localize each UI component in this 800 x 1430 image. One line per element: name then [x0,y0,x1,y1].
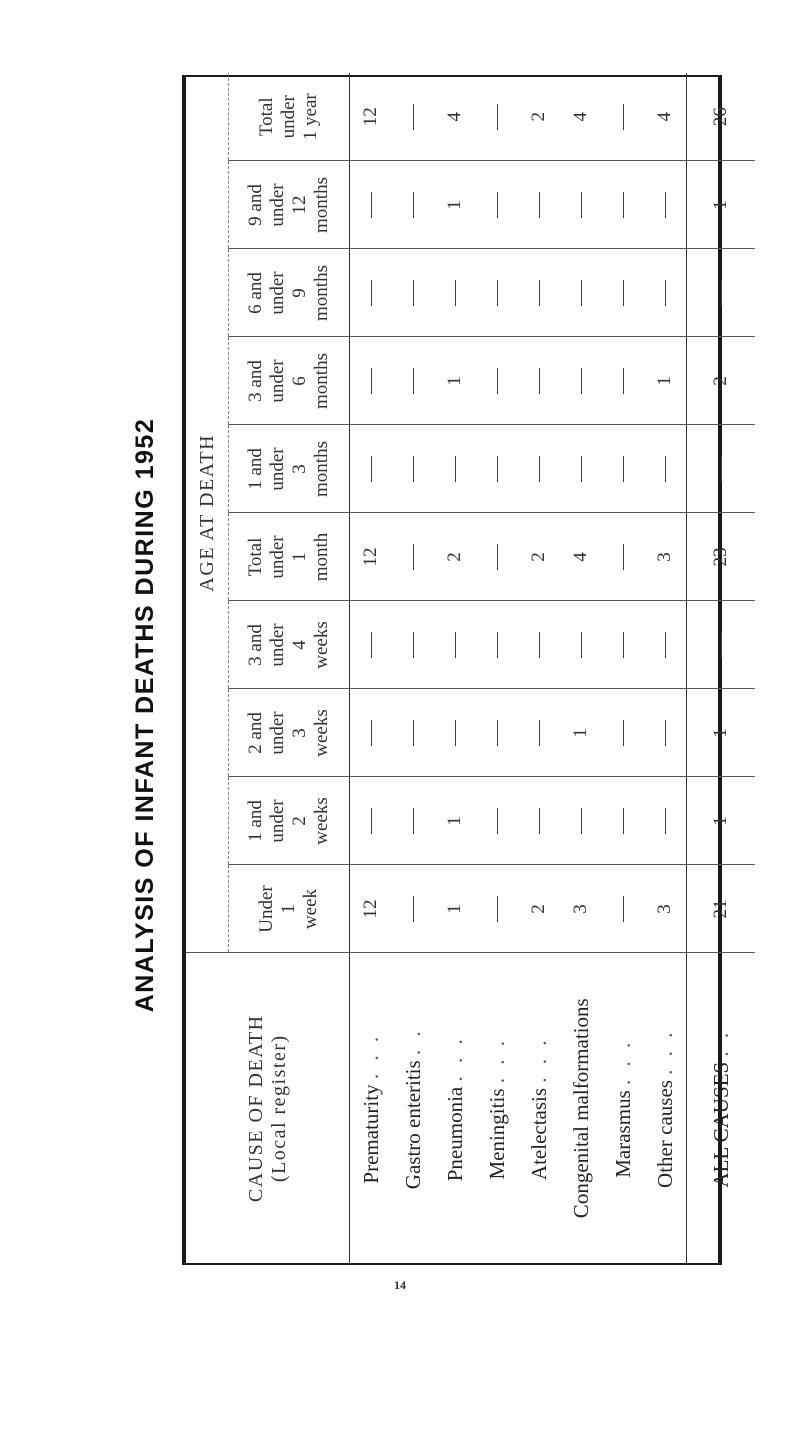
column-header-9-line-2: 1 year [299,93,321,141]
table-row-7 [644,73,687,1263]
table-row-1-cause-label: Gastro enteritis [400,1060,425,1190]
table-row-5-value-2 [560,689,602,777]
table-row-7-value-3 [644,601,687,689]
table-row-2-value-8-text: 1 [444,200,465,210]
table-row-4-value-9 [518,73,560,161]
table-row-1 [392,73,434,1263]
column-header-2 [229,689,350,777]
table-row-1-value-1-nil [413,808,414,834]
column-header-4-line-2: 1 [289,552,310,562]
table-row-1-value-8-nil [413,192,414,218]
table-row-0-value-5-nil [371,456,372,482]
column-header-9-line-1: under [278,95,300,139]
table-row-6-value-9-nil [623,104,624,130]
table-row-3-value-1-nil [497,808,498,834]
table-row-4-value-6 [518,337,560,425]
table-row-5-value-5 [560,425,602,513]
table-row-7-value-1 [644,777,687,865]
table-row-1-value-0 [392,865,434,953]
column-header-1 [229,777,350,865]
table-row-3-value-7-nil [497,280,498,306]
table-row-4-cause [518,953,560,1263]
table-row-4-value-4-text: 2 [528,552,549,562]
infant-deaths-table [182,75,733,1265]
column-header-7-line-2: 9 [289,288,310,298]
table-row-1-value-7 [392,249,434,337]
column-header-3-line-3: weeks [310,621,332,669]
table-row-7-value-9-text: 4 [654,112,675,122]
table-row-1-value-2 [392,689,434,777]
column-header-2-line-0: 2 and [245,712,267,754]
table-row-3-cause-label: Meningitis [484,1088,509,1180]
table-row-7-value-3-nil [665,632,666,658]
table-row-6-value-4-nil [623,544,624,570]
table-row-7-value-9 [644,73,687,161]
total-row-value-2-text: 1 [710,728,731,738]
table-row-3-leader-dots: . . . [484,1037,509,1084]
table-row-0-cause [350,953,393,1263]
total-row-value-9-text: 26 [710,107,731,127]
table-row-7-value-4-text: 3 [654,552,675,562]
table-row-1-value-2-nil [413,720,414,746]
column-header-3-line-2: 4 [289,640,310,650]
total-row-value-1-text: 1 [710,816,731,826]
table-row-4-value-8 [518,161,560,249]
total-row-cause-label: ALL CAUSES [708,1061,733,1188]
table-row-3-value-9-nil [497,104,498,130]
total-row-leader-dots: . . [708,1028,733,1057]
table-row-0-value-3-nil [371,632,372,658]
table-row-0-value-8-nil [371,192,372,218]
table-row-3-value-2-nil [497,720,498,746]
table-row-2-value-3-nil [455,632,456,658]
table-row-3-value-4 [476,513,518,601]
column-header-3-line-0: 3 and [245,624,267,666]
table-row-7-cause-label: Other causes [652,1080,677,1188]
page-number: 14 [394,1278,406,1292]
column-header-8-line-0: 9 and [245,184,267,226]
column-header-8-line-3: months [310,177,332,233]
table-row-5-value-2-text: 1 [570,728,591,738]
table-row-3-value-8 [476,161,518,249]
table-row-6-value-2 [602,689,644,777]
column-header-1-line-3: weeks [310,797,332,845]
table-row-4-value-0 [518,865,560,953]
table-row-3-value-9 [476,73,518,161]
table-row-0-value-6 [350,337,393,425]
column-header-6 [229,337,350,425]
column-header-9 [229,73,350,161]
table-row-3-value-3 [476,601,518,689]
table-row-3-value-0-nil [497,896,498,922]
table-row-2-cause [434,953,476,1263]
table-row-4-value-0-text: 2 [528,904,549,914]
table-row-4-value-2-nil [539,720,540,746]
table-row-5-cause-label: Congenital malformations [568,998,593,1219]
column-header-5-line-1: under [267,447,289,491]
table-row-3-value-8-nil [497,192,498,218]
table-row-6-value-5 [602,425,644,513]
table-row-6-value-7 [602,249,644,337]
table-row-2-value-7-nil [455,280,456,306]
table-row-0-value-1 [350,777,393,865]
table-row-4-value-7 [518,249,560,337]
column-header-3-line-1: under [267,623,289,667]
table-row-5-value-1 [560,777,602,865]
table-row-0-value-8 [350,161,393,249]
table-row-2-value-9 [434,73,476,161]
table-row-3-value-3-nil [497,632,498,658]
table-body [350,73,756,1263]
table-row-6-value-2-nil [623,720,624,746]
table-row-2-value-1-text: 1 [444,816,465,826]
total-row-value-3 [687,601,756,689]
table-row-4 [518,73,560,1263]
table-row-6-value-7-nil [623,280,624,306]
table-row-0-value-6-nil [371,368,372,394]
column-header-5-line-3: months [310,441,332,497]
cause-header-line-2: (Local register) [267,1034,290,1183]
table-row-0-value-9-text: 12 [360,107,381,127]
table-row-7-cause [644,953,687,1263]
table-row-6-value-0-nil [623,896,624,922]
table-row-4-value-2 [518,689,560,777]
table-row-0-value-7 [350,249,393,337]
table-row-5-value-3 [560,601,602,689]
table-row-3-value-5 [476,425,518,513]
table-row-2-value-6 [434,337,476,425]
table-row-5-value-3-nil [581,632,582,658]
table-row-3-value-5-nil [497,456,498,482]
total-row-value-7-nil [721,280,722,306]
table-row-2-leader-dots: . . . [442,1035,467,1082]
table-row-5-value-5-nil [581,456,582,482]
table-row-3-value-6 [476,337,518,425]
column-header-2-line-1: under [267,711,289,755]
table-row-6-value-3 [602,601,644,689]
table-row-2-value-1 [434,777,476,865]
table-row-2-cause-label: Pneumonia [442,1086,467,1182]
table-row-7-value-6 [644,337,687,425]
table-row-7-leader-dots: . . . [652,1028,677,1075]
table-row-5-value-6 [560,337,602,425]
table-row-7-value-0-text: 3 [654,904,675,914]
column-header-8 [229,161,350,249]
table-row-4-value-3 [518,601,560,689]
table-row-1-value-4 [392,513,434,601]
table-row-6-value-0 [602,865,644,953]
table-row-5-value-9 [560,73,602,161]
table-row-5-value-1-nil [581,808,582,834]
total-row-value-8 [687,161,756,249]
table-row-4-value-6-nil [539,368,540,394]
table-row-4-value-1 [518,777,560,865]
table-row-7-value-7 [644,249,687,337]
total-row-value-8-text: 1 [710,200,731,210]
table-row-0-value-0-text: 12 [360,899,381,919]
table-row-7-value-1-nil [665,808,666,834]
column-header-7-line-3: months [310,265,332,321]
table-row-0-value-4-text: 12 [360,547,381,567]
table-row-0-value-7-nil [371,280,372,306]
table-row-0-value-2-nil [371,720,372,746]
table-row-7-value-5 [644,425,687,513]
column-header-7 [229,249,350,337]
table-row-0-value-3 [350,601,393,689]
total-row-value-4 [687,513,756,601]
table-row-1-leader-dots: . . [400,1027,425,1056]
total-row-value-9 [687,73,756,161]
total-row [687,73,756,1263]
table-row-1-value-6-nil [413,368,414,394]
column-header-1-line-0: 1 and [245,800,267,842]
column-header-4 [229,513,350,601]
column-header-3 [229,601,350,689]
table-row-0-value-1-nil [371,808,372,834]
column-header-4-line-0: Total [245,537,267,577]
column-header-5-line-0: 1 and [245,448,267,490]
table-row-1-value-5-nil [413,456,414,482]
column-header-4-line-1: under [267,535,289,579]
table-row-3-value-6-nil [497,368,498,394]
column-header-2-line-3: weeks [310,709,332,757]
table-row-2-value-2 [434,689,476,777]
table-row-6-value-8 [602,161,644,249]
table-row-2 [434,73,476,1263]
column-header-5 [229,425,350,513]
age-at-death-header: AGE AT DEATH [186,73,229,953]
table-row-4-value-4 [518,513,560,601]
table-row-4-value-3-nil [539,632,540,658]
column-header-1-line-2: 2 [289,816,310,826]
table-row-4-cause-label: Atelectasis [526,1087,551,1181]
column-header-0 [229,865,350,953]
total-row-value-5 [687,425,756,513]
table-row-3-value-0 [476,865,518,953]
table-row-7-value-4 [644,513,687,601]
table-row-2-value-7 [434,249,476,337]
table-row-6-value-8-nil [623,192,624,218]
total-row-value-1 [687,777,756,865]
total-row-value-3-nil [721,632,722,658]
table-row-6-cause [602,953,644,1263]
table-row-3-value-2 [476,689,518,777]
table-row-6-value-1 [602,777,644,865]
column-header-8-line-2: 12 [289,195,310,215]
column-header-6-line-1: under [267,359,289,403]
table-row-5-value-8-nil [581,192,582,218]
table-row-7-value-2-nil [665,720,666,746]
table-row-5-value-7 [560,249,602,337]
table-row-1-value-5 [392,425,434,513]
table-row-1-value-7-nil [413,280,414,306]
table-row-0-value-9 [350,73,393,161]
table-row-2-value-5 [434,425,476,513]
table-row-4-value-5-nil [539,456,540,482]
table-row-4-value-1-nil [539,808,540,834]
table-row-2-value-3 [434,601,476,689]
table-row-5-value-4-text: 4 [570,552,591,562]
table-row-7-value-2 [644,689,687,777]
table-row-1-value-8 [392,161,434,249]
column-header-4-line-3: month [310,532,332,582]
total-row-value-6-text: 2 [710,376,731,386]
table-row-4-value-5 [518,425,560,513]
table-row-0-cause-label: Prematurity [358,1084,383,1184]
table-row-3-value-4-nil [497,544,498,570]
page-title: ANALYSIS OF INFANT DEATHS DURING 1952 [131,417,159,1013]
table-row-6-cause-label: Marasmus [610,1090,635,1178]
table-row-1-cause [392,953,434,1263]
table-row-1-value-9-nil [413,104,414,130]
table-row-4-value-8-nil [539,192,540,218]
total-row-cause [687,953,756,1263]
table-row-7-value-8-nil [665,192,666,218]
table-row-0-value-0 [350,865,393,953]
table-row-0-leader-dots: . . . [358,1032,383,1080]
total-row-value-6 [687,337,756,425]
column-header-9-line-0: Total [256,97,278,137]
table-row-7-value-6-text: 1 [654,376,675,386]
table-row-6-value-3-nil [623,632,624,658]
total-row-value-0 [687,865,756,953]
table-row-6-value-4 [602,513,644,601]
table-row-1-value-3 [392,601,434,689]
table-row-5-value-0 [560,865,602,953]
total-row-value-0-text: 21 [710,899,731,919]
cause-header [186,953,350,1263]
total-row-value-2 [687,689,756,777]
table-row-2-value-0 [434,865,476,953]
table-row-5-value-0-text: 3 [570,904,591,914]
table-row-4-value-9-text: 2 [528,112,549,122]
table-row-1-value-4-nil [413,544,414,570]
table-row-5-value-8 [560,161,602,249]
table-row-2-value-6-text: 1 [444,376,465,386]
table-row-6-value-6 [602,337,644,425]
cause-header-line-1: CAUSE OF DEATH [244,1014,267,1203]
table-row-5-cause [560,953,602,1263]
group-header-row [186,73,229,1263]
table-row-2-value-9-text: 4 [444,112,465,122]
table-row-6-leader-dots: . . . [610,1038,635,1085]
column-header-6-line-2: 6 [289,376,310,386]
table-row-5-value-9-text: 4 [570,112,591,122]
table-row-2-value-2-nil [455,720,456,746]
table-row-4-value-7-nil [539,280,540,306]
column-header-0-line-2: week [299,888,321,930]
table-row-5-value-4 [560,513,602,601]
column-header-1-line-1: under [267,799,289,843]
table-row-1-value-3-nil [413,632,414,658]
column-header-0-line-1: 1 [278,904,300,914]
total-row-value-4-text: 23 [710,547,731,567]
table-row-7-value-5-nil [665,456,666,482]
deaths-grid [186,73,755,1263]
table-row-3-value-1 [476,777,518,865]
table-frame [182,75,733,1265]
table-row-1-value-9 [392,73,434,161]
table-row-2-value-8 [434,161,476,249]
table-row-7-value-7-nil [665,280,666,306]
table-row-6-value-9 [602,73,644,161]
total-row-value-7 [687,249,756,337]
table-row-7-value-0 [644,865,687,953]
table-row-3-value-7 [476,249,518,337]
table-row-1-value-1 [392,777,434,865]
table-row-3 [476,73,518,1263]
column-header-7-line-0: 6 and [245,272,267,314]
column-header-7-line-1: under [267,271,289,315]
table-row-5 [560,73,602,1263]
table-row-1-value-0-nil [413,896,414,922]
table-row-6-value-1-nil [623,808,624,834]
column-header-2-line-2: 3 [289,728,310,738]
table-row-6 [602,73,644,1263]
table-row-0 [350,73,393,1263]
table-row-0-value-4 [350,513,393,601]
table-row-6-value-6-nil [623,368,624,394]
table-row-2-value-0-text: 1 [444,904,465,914]
total-row-value-5-nil [721,456,722,482]
table-row-6-value-5-nil [623,456,624,482]
table-row-3-cause [476,953,518,1263]
column-header-8-line-1: under [267,183,289,227]
table-row-4-leader-dots: . . . [526,1036,551,1083]
table-row-7-value-8 [644,161,687,249]
column-header-0-line-0: Under [256,885,278,933]
table-row-5-value-7-nil [581,280,582,306]
table-row-0-value-2 [350,689,393,777]
table-row-2-value-4 [434,513,476,601]
table-row-5-value-6-nil [581,368,582,394]
table-row-1-value-6 [392,337,434,425]
column-header-6-line-3: months [310,353,332,409]
table-row-2-value-4-text: 2 [444,552,465,562]
table-row-2-value-5-nil [455,456,456,482]
table-row-0-value-5 [350,425,393,513]
column-header-5-line-2: 3 [289,464,310,474]
column-header-6-line-0: 3 and [245,360,267,402]
